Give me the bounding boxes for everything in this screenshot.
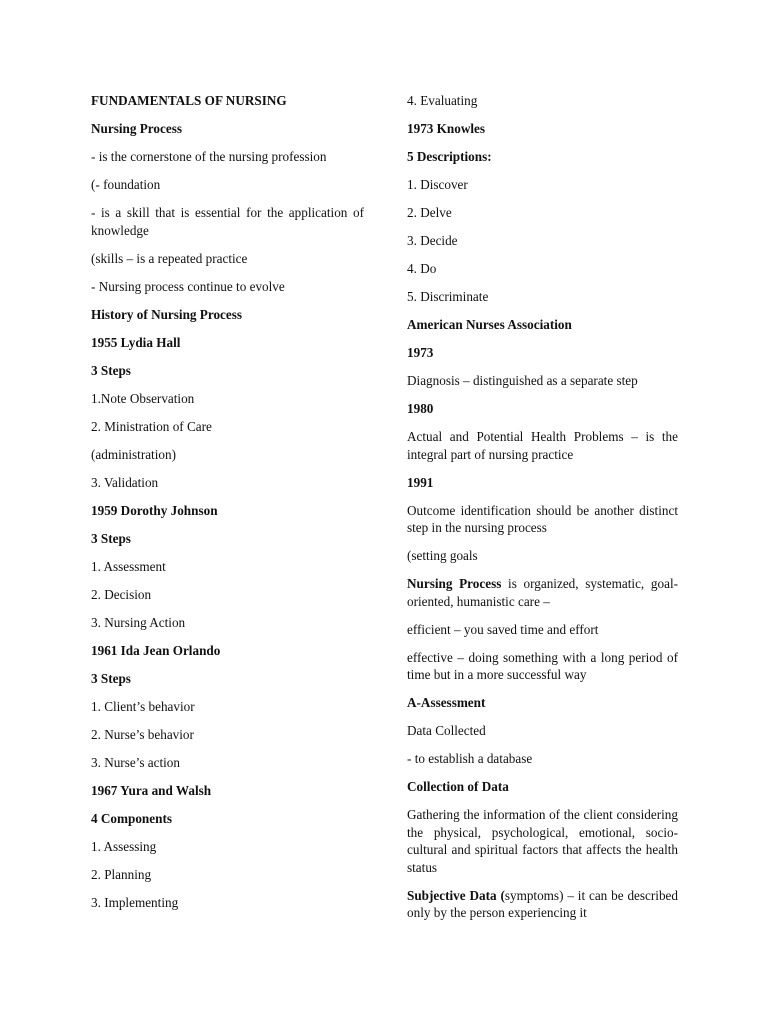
text-3-validation: 3. Validation [91, 474, 159, 490]
text-diagnosis-distinguished-as-a-separate-st: Diagnosis – distinguished as a separate step [407, 373, 638, 388]
text-3-decide: 3. Decide [407, 233, 458, 248]
heading-3-steps: 3 Steps [91, 362, 131, 378]
text-subjective-data-symptoms-it-can-be-descr [407, 887, 678, 922]
heading-1973: 1973 [407, 345, 434, 360]
heading-3-steps: 3 Steps [91, 530, 131, 546]
heading-1955-lydia-hall: 1955 Lydia Hall [91, 334, 181, 350]
text-2-decision: 2. Decision [91, 586, 152, 602]
text-1-note-observation: 1.Note Observation [91, 390, 195, 406]
text-actual-and-potential-health-problems-is-: Actual and Potential Health Problems – is the integral part of nursing practice [407, 429, 678, 462]
text-1-assessment: 1. Assessment [91, 558, 166, 574]
heading-4-components: 4 Components [91, 810, 172, 826]
text-nursing-process-continue-to-evolve: - Nursing process continue to evolve [91, 278, 285, 294]
text-data-collected: Data Collected [407, 723, 486, 738]
heading-history-of-nursing-process: History of Nursing Process [91, 306, 243, 322]
text-1-discover: 1. Discover [407, 177, 468, 192]
text-1-client-s-behavior: 1. Client’s behavior [91, 698, 195, 714]
term-text: is organized, systematic, goal-oriented, humanistic care – [407, 576, 679, 609]
text-nursing-process-is-organized-systematic- [407, 575, 678, 610]
heading-nursing-process: Nursing Process [91, 121, 182, 136]
heading-fundamentals-of-nursing: FUNDAMENTALS OF NURSING [91, 93, 287, 108]
text-efficient-you-saved-time-and-effort: efficient – you saved time and effort [407, 621, 599, 637]
text-1-assessing: 1. Assessing [91, 838, 157, 854]
text-4-do: 4. Do [407, 261, 437, 276]
term-text: symptoms) – it can be described only by the person experiencing it [407, 887, 678, 920]
left-column [91, 92, 364, 922]
text-2-delve: 2. Delve [407, 205, 452, 220]
heading-american-nurses-association: American Nurses Association [407, 317, 572, 332]
heading-3-steps: 3 Steps [91, 670, 131, 686]
heading-a-assessment: A-Assessment [407, 695, 486, 710]
text-3-nurse-s-action: 3. Nurse’s action [91, 754, 180, 770]
text-foundation: (- foundation [91, 177, 161, 192]
text-skills-is-a-repeated-practice: (skills – is a repeated practice [91, 250, 248, 266]
text-to-establish-a-database: - to establish a database [407, 751, 533, 766]
text-3-implementing: 3. Implementing [91, 894, 179, 910]
heading-1959-dorothy-johnson: 1959 Dorothy Johnson [91, 502, 218, 518]
text-administration: (administration) [91, 446, 176, 462]
right-column [407, 92, 678, 932]
heading-1980: 1980 [407, 401, 434, 416]
heading-1961-ida-jean-orlando: 1961 Ida Jean Orlando [91, 642, 221, 658]
heading-1973-knowles: 1973 Knowles [407, 121, 486, 136]
bold-term: Subjective Data ( [407, 887, 505, 903]
text-4-evaluating: 4. Evaluating [407, 93, 478, 108]
heading-5-descriptions: 5 Descriptions: [407, 149, 492, 164]
text-gathering-the-information-of-the-client-: Gathering the information of the client considering the physical, psychological, emotional, socio-cultural and spiritual factors that affects the health status [407, 807, 678, 875]
text-is-the-cornerstone-of-the-nursing-profes: - is the cornerstone of the nursing profession [91, 149, 327, 164]
heading-collection-of-data: Collection of Data [407, 779, 509, 794]
heading-1991: 1991 [407, 474, 434, 490]
text-is-a-skill-that-is-essential-for-the-app: - is a skill that is essential for the application of knowledge [91, 205, 364, 238]
text-2-planning: 2. Planning [91, 866, 152, 882]
text-setting-goals: (setting goals [407, 548, 478, 563]
bold-term: Nursing Process [407, 576, 502, 591]
heading-1967-yura-and-walsh: 1967 Yura and Walsh [91, 782, 212, 798]
text-5-discriminate: 5. Discriminate [407, 289, 489, 304]
text-2-ministration-of-care: 2. Ministration of Care [91, 418, 212, 434]
text-effective-doing-something-with-a-long-pe: effective – doing something with a long period of time but in a more successful way [407, 649, 678, 682]
text-3-nursing-action: 3. Nursing Action [91, 614, 186, 630]
text-2-nurse-s-behavior: 2. Nurse’s behavior [91, 726, 194, 742]
text-outcome-identification-should-be-another: Outcome identification should be another distinct step in the nursing process [407, 502, 678, 535]
